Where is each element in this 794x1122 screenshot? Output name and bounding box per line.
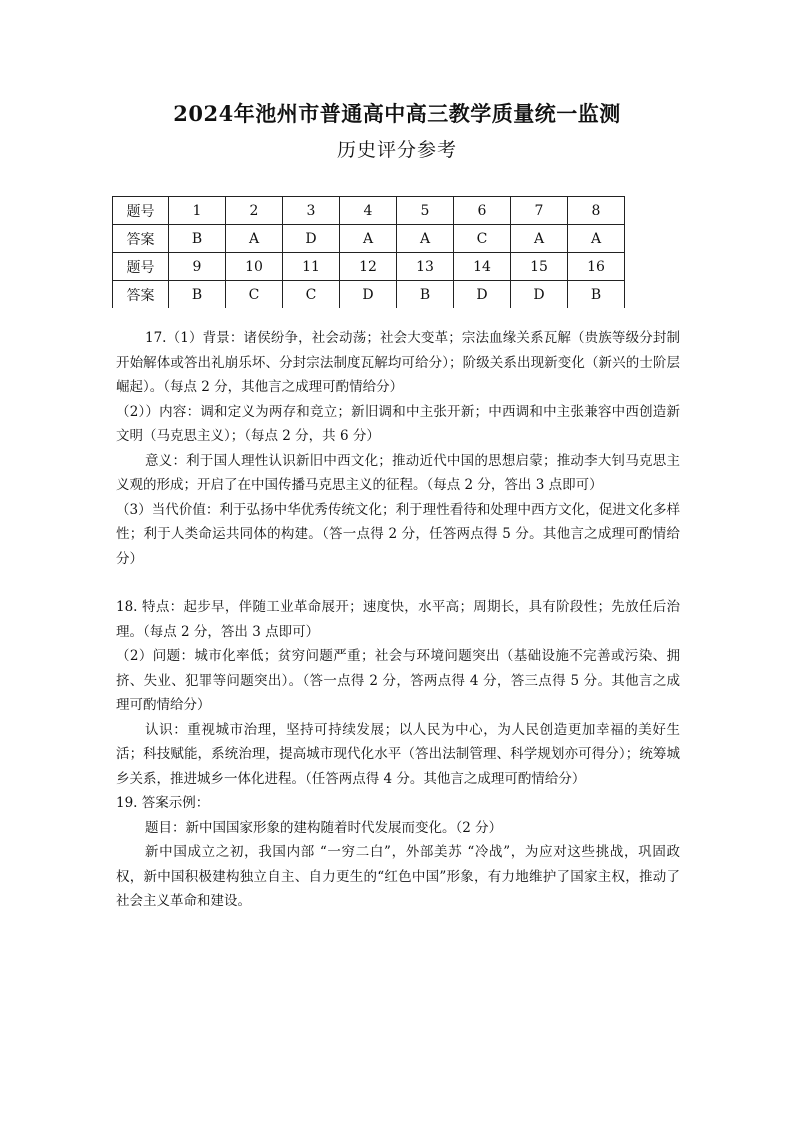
table-cell: A [568, 225, 625, 253]
table-cell: 16 [568, 253, 625, 281]
row-label: 答案 [113, 225, 169, 253]
q17-significance: 意义：利于国人理性认识新旧中西文化；推动近代中国的思想启蒙；推动李大钊马克思主义观的形成；开启了在中国传播马克思主义的征程。（每点 2 分，答出 3 点即可） [116, 452, 680, 493]
table-cell: B [397, 281, 454, 309]
table-cell: 14 [454, 253, 511, 281]
table-cell: B [568, 281, 625, 309]
table-row [113, 253, 625, 281]
q19-topic: 题目：新中国国家形象的建构随着时代发展而变化。（2 分） [145, 819, 503, 836]
table-row [113, 281, 625, 309]
table-cell: 7 [511, 197, 568, 225]
table-cell: 5 [397, 197, 454, 225]
table-cell: 15 [511, 253, 568, 281]
table-cell: 11 [283, 253, 340, 281]
table-cell: C [283, 281, 340, 309]
row-label: 答案 [113, 281, 169, 309]
table-cell: 12 [340, 253, 397, 281]
table-cell: 4 [340, 197, 397, 225]
q18-problems: （2）问题：城市化率低；贫穷问题严重；社会与环境问题突出（基础设施不完善或污染、拥挤、失业、犯罪等问题突出）。（答一点得 2 分，答两点得 4 分，答三点得 5 分。其他言之成理可酌情给分） [116, 648, 680, 713]
table-row [113, 225, 625, 253]
table-cell: D [283, 225, 340, 253]
q17-modern-value: （3）当代价值：利于弘扬中华优秀传统文化；利于理性看待和处理中西方文化，促进文化多样性；利于人类命运共同体的构建。（答一点得 2 分，任答两点得 5 分。其他言之成理可酌情给分） [116, 501, 680, 567]
table-cell: A [340, 225, 397, 253]
row-label: 题号 [113, 197, 169, 225]
table-cell: 13 [397, 253, 454, 281]
table-cell: 2 [226, 197, 283, 225]
table-cell: 9 [169, 253, 226, 281]
q17-background: 17.（1）背景：诸侯纷争，社会动荡；社会大变革；宗法血缘关系瓦解（贵族等级分封制开始解体或答出礼崩乐坏、分封宗法制度瓦解均可给分）；阶级关系出现新变化（新兴的士阶层崛起）。（每点 2 分，其他言之成理可酌情给分） [116, 330, 680, 395]
q19-example: 新中国成立之初，我国内部 “一穷二白”，外部美苏 “冷战”，为应对这些挑战，巩固政权，新中国积极建构独立自主、自力更生的“红色中国”形象，有力地维护了国家主权，推动了社会主义革命和建设。 [116, 844, 680, 909]
page-subtitle: 历史评分参考 [336, 139, 457, 161]
q18-features: 18. 特点：起步早，伴随工业革命展开；速度快，水平高；周期长，具有阶段性；先放任后治理。（每点 2 分，答出 3 点即可） [116, 599, 680, 640]
table-cell: 3 [283, 197, 340, 225]
table-cell: 6 [454, 197, 511, 225]
table-cell: 8 [568, 197, 625, 225]
answer-section [116, 326, 680, 914]
table-cell: D [454, 281, 511, 309]
q18-understanding: 认识：重视城市治理，坚持可持续发展；以人民为中心，为人民创造更加幸福的美好生活；科技赋能，系统治理，提高城市现代化水平（答出法制管理、科学规划亦可得分）；统筹城乡关系，推进城乡一体化进程。（任答两点得 4 分。其他言之成理可酌情给分） [116, 721, 680, 787]
table-row [113, 197, 625, 225]
table-cell: D [340, 281, 397, 309]
table-cell: 10 [226, 253, 283, 281]
table-cell: C [454, 225, 511, 253]
answer-table [112, 196, 625, 308]
section-gap [116, 571, 680, 595]
table-cell: A [511, 225, 568, 253]
q19-heading: 19. 答案示例： [116, 795, 210, 811]
q17-content: （2））内容：调和定义为两存和竞立；新旧调和中主张开新；中西调和中主张兼容中西创造新文明（马克思主义）；（每点 2 分，共 6 分） [116, 403, 680, 444]
row-label: 题号 [113, 253, 169, 281]
table-cell: C [226, 281, 283, 309]
table-cell: A [397, 225, 454, 253]
table-cell: D [511, 281, 568, 309]
page-title: 2024年池州市普通高中高三教学质量统一监测 [173, 101, 621, 126]
table-cell: B [169, 225, 226, 253]
table-cell: B [169, 281, 226, 309]
table-cell: 1 [169, 197, 226, 225]
table-cell: A [226, 225, 283, 253]
